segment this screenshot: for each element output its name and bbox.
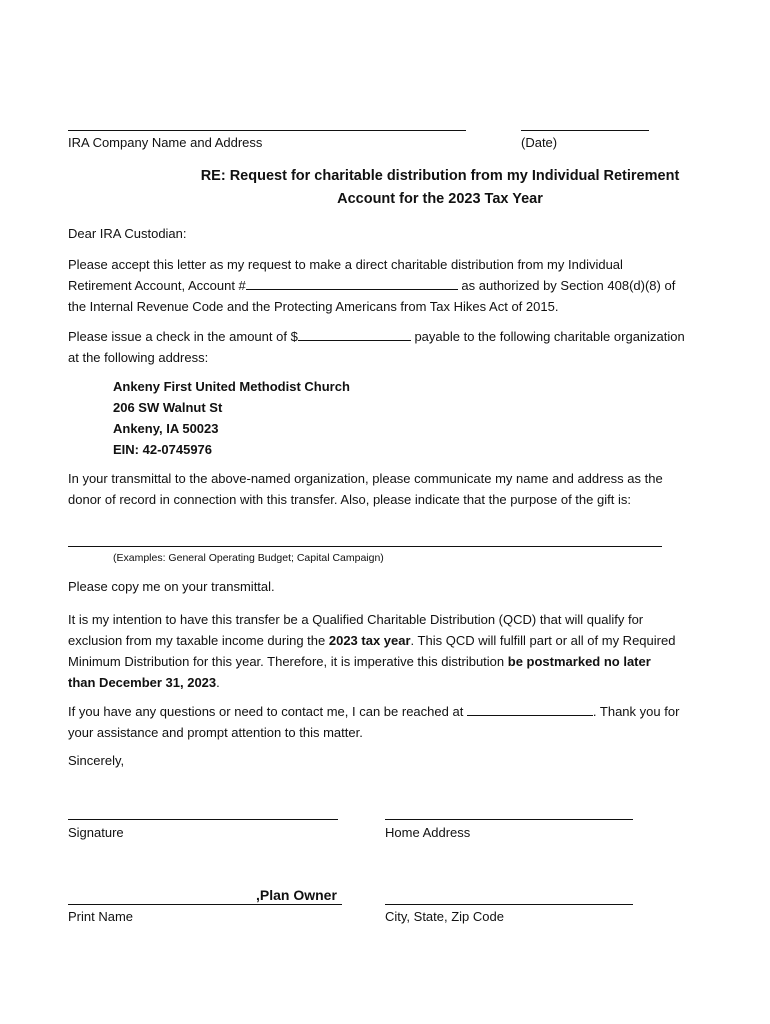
city-state-zip-label: City, State, Zip Code xyxy=(385,909,504,924)
paragraph-line xyxy=(68,275,728,296)
payable-text: payable to the following charitable organization xyxy=(414,329,685,344)
deadline-emphasis: than December 31, 2023 xyxy=(68,675,217,690)
gift-purpose-line[interactable] xyxy=(68,546,662,547)
paragraph-line: your assistance and prompt attention to this matter. xyxy=(68,725,363,740)
paragraph-transmittal xyxy=(68,468,728,510)
contact-text: If you have any questions or need to contact me, I can be reached at xyxy=(68,704,467,719)
organization-city: Ankeny, IA 50023 xyxy=(113,421,219,436)
salutation: Dear IRA Custodian: xyxy=(68,226,187,241)
plan-owner-label: ,Plan Owner xyxy=(256,887,337,903)
print-name-label: Print Name xyxy=(68,909,134,924)
qcd-text: . xyxy=(216,675,220,690)
paragraph-request xyxy=(68,254,728,317)
paragraph-check xyxy=(68,326,728,368)
paragraph-line: It is my intention to have this transfer be a Qualified Charitable Distribution (QCD) that will qualify for xyxy=(68,612,644,627)
account-text: Retirement Account, Account # xyxy=(68,278,246,293)
authorization-text: as authorized by Section 408(d)(8) of xyxy=(461,278,676,293)
letter-title-line1: RE: Request for charitable distribution from my Individual Retirement xyxy=(200,168,680,184)
home-address-label: Home Address xyxy=(385,825,471,840)
qcd-text: exclusion from my taxable income during the xyxy=(68,633,329,648)
company-label: IRA Company Name and Address xyxy=(68,135,263,150)
paragraph-line xyxy=(68,672,728,693)
city-state-zip-line[interactable] xyxy=(385,904,633,905)
thanks-text: . Thank you for xyxy=(592,704,680,719)
organization-ein: EIN: 42-0745976 xyxy=(113,442,213,457)
paragraph-contact xyxy=(68,701,728,743)
phone-blank[interactable] xyxy=(467,702,593,716)
signature-line[interactable] xyxy=(68,819,338,820)
account-number-blank[interactable] xyxy=(246,276,458,290)
paragraph-line xyxy=(68,326,728,347)
qcd-text: . This QCD will fulfill part or all of my Required xyxy=(410,633,676,648)
date-line[interactable] xyxy=(521,130,649,131)
amount-text: Please issue a check in the amount of $ xyxy=(68,329,298,344)
paragraph-line xyxy=(68,651,728,672)
postmark-emphasis: be postmarked no later xyxy=(507,654,651,669)
paragraph-line: at the following address: xyxy=(68,350,209,365)
closing: Sincerely, xyxy=(68,753,125,768)
qcd-text: Minimum Distribution for this year. Therefore, it is imperative this distribution xyxy=(68,654,508,669)
home-address-line[interactable] xyxy=(385,819,633,820)
paragraph-line: Please accept this letter as my request to make a direct charitable distribution from my Individual xyxy=(68,257,623,272)
paragraph-line: In your transmittal to the above-named organization, please communicate my name and address as the xyxy=(68,471,663,486)
paragraph-line: donor of record in connection with this transfer. Also, please indicate that the purpose of the gift is: xyxy=(68,492,631,507)
organization-address xyxy=(113,376,350,460)
paragraph-qcd xyxy=(68,609,728,693)
paragraph-line xyxy=(68,630,728,651)
date-label: (Date) xyxy=(521,135,558,150)
company-name-line[interactable] xyxy=(68,130,466,131)
tax-year-emphasis: 2023 tax year xyxy=(328,633,411,648)
organization-street: 206 SW Walnut St xyxy=(113,400,223,415)
amount-blank[interactable] xyxy=(298,327,411,341)
letter-title-line2: Account for the 2023 Tax Year xyxy=(337,191,543,207)
paragraph-line xyxy=(68,701,728,722)
paragraph-line: the Internal Revenue Code and the Protecting Americans from Tax Hikes Act of 2015. xyxy=(68,299,559,314)
copy-request: Please copy me on your transmittal. xyxy=(68,579,275,594)
purpose-examples: (Examples: General Operating Budget; Capital Campaign) xyxy=(113,552,384,564)
organization-name: Ankeny First United Methodist Church xyxy=(113,379,350,394)
print-name-line[interactable] xyxy=(68,904,342,905)
signature-label: Signature xyxy=(68,825,124,840)
